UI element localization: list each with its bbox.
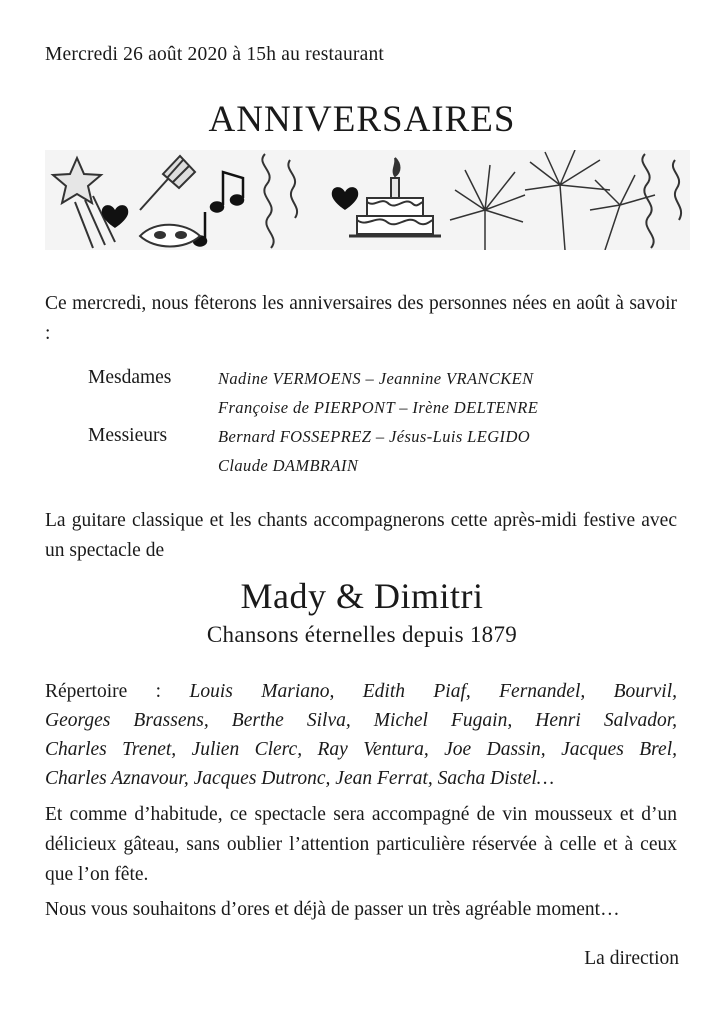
gentlemen-label: Messieurs — [88, 425, 168, 446]
repertoire-line — [45, 677, 677, 706]
repertoire-line: Charles Aznavour, Jacques Dutronc, Jean Ferrat, Sacha Distel… — [45, 768, 555, 789]
ladies-names-line: Nadine VERMOENS – Jeannine VRANCKEN — [218, 369, 534, 388]
gentlemen-names-line: Claude DAMBRAIN — [218, 456, 359, 475]
event-date-line: Mercredi 26 août 2020 à 15h au restaurant — [45, 44, 385, 65]
gentlemen-names-line: Bernard FOSSEPREZ – Jésus-Luis LEGIDO — [218, 427, 531, 446]
performer-name: Mady & Dimitri — [240, 576, 484, 616]
wishes-paragraph: Nous vous souhaitons d’ores et déjà de passer un très agréable moment… — [45, 899, 620, 920]
repertoire-paragraph — [45, 677, 677, 793]
repertoire-artists: Louis Mariano, Edith Piaf, Fernandel, Bourvil, — [189, 681, 677, 702]
page-title: ANNIVERSAIRES — [208, 99, 516, 140]
repertoire-line: Charles Trenet, Julien Clerc, Ray Ventura, Joe Dassin, Jacques Brel, — [45, 739, 677, 760]
party-banner — [45, 150, 690, 250]
ladies-label: Mesdames — [88, 367, 172, 388]
show-intro-paragraph: La guitare classique et les chants accompagnerons cette après-midi festive avec un spectacle de — [45, 510, 677, 561]
repertoire-label: Répertoire : — [45, 681, 162, 702]
intro-paragraph: Ce mercredi, nous fêterons les anniversaires des personnes nées en août à savoir : — [45, 293, 677, 344]
closing-paragraph: Et comme d’habitude, ce spectacle sera accompagné de vin mousseux et d’un délicieux gâteau, sans oublier l’attention particulière réservée à celle et à ceux que l’on fête. — [45, 804, 677, 885]
show-subtitle: Chansons éternelles depuis 1879 — [206, 622, 518, 647]
signature: La direction — [584, 948, 679, 969]
ladies-names-line: Françoise de PIERPONT – Irène DELTENRE — [218, 398, 539, 417]
repertoire-line: Georges Brassens, Berthe Silva, Michel Fugain, Henri Salvador, — [45, 710, 677, 731]
